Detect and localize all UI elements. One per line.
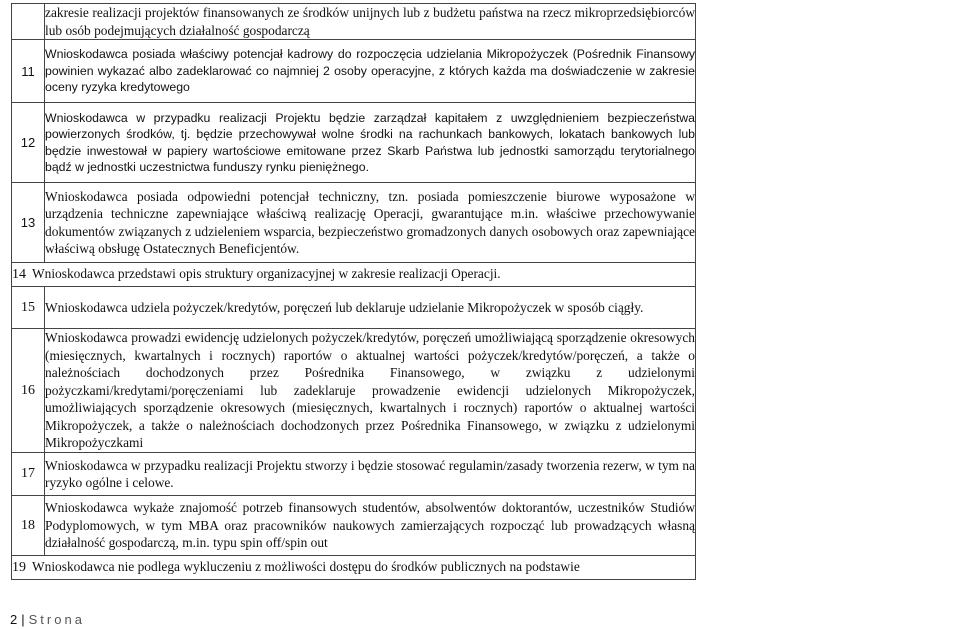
criterion-text: Wnioskodawca w przypadku realizacji Projektu stworzy i będzie stosować regulamin/zasady tworzenia rezerw, w tym na ryzyko ogólne i celowe. (45, 453, 696, 496)
criterion-text: Wnioskodawca posiada odpowiedni potencjał techniczny, tzn. posiada pomieszczenie biurowe wyposażone w urządzenia techniczne zapewniające właściwą realizację Operacji, gwarantujące m.in. właściwe przechowywanie dokumentów związanych z udzieleniem wsparcia, bezpieczeństwo gromadzonych danych osobowych oraz zapewniające właściwą obsługę Ostatecznych Beneficjentów. (45, 183, 696, 263)
table-row (12, 263, 696, 287)
page-footer (10, 612, 85, 627)
table-row (12, 183, 696, 263)
table-row (12, 40, 696, 103)
row-number: 18 (12, 496, 45, 556)
page-number: 2 (10, 612, 18, 627)
criterion-text: Wnioskodawca posiada właściwy potencjał kadrowy do rozpoczęcia udzielania Mikropożyczek (Pośrednik Finansowy powinien wykazać albo zadeklarować co najmniej 2 osoby operacyjne, z których każda ma doświadczenie w zakresie oceny ryzyka kredytowego (45, 40, 696, 103)
footer-page-word: Strona (28, 612, 85, 627)
table-row (12, 556, 696, 580)
criterion-text: Wnioskodawca nie podlega wykluczeniu z możliwości dostępu do środków publicznych na podstawie (32, 559, 580, 575)
row-number: 16 (12, 329, 45, 453)
criterion-text: Wnioskodawca w przypadku realizacji Projektu będzie zarządzał kapitałem z uwzględnieniem bezpieczeństwa powierzonych środków, tj. będzie przechowywał wolne środki na rachunkach bankowych, lokatach bankowych lub będzie inwestował w papiery wartościowe emitowane przez Skarb Państwa lub jednostki samorządu terytorialnego bądź w jednostki uczestnictwa funduszy rynku pieniężnego. (45, 103, 696, 183)
row-number: 12 (12, 103, 45, 183)
table-row (12, 287, 696, 329)
criteria-table (11, 3, 696, 580)
criterion-full-row (12, 556, 696, 580)
row-number: 17 (12, 453, 45, 496)
row-number: 14 (12, 267, 26, 283)
row-number: 15 (12, 287, 45, 329)
row-number (12, 4, 45, 40)
criterion-full-row (12, 263, 696, 287)
footer-separator: | (21, 612, 25, 627)
row-number: 19 (12, 560, 26, 576)
table-row (12, 453, 696, 496)
criterion-text: Wnioskodawca udziela pożyczek/kredytów, poręczeń lub deklaruje udzielanie Mikropożyczek w sposób ciągły. (45, 287, 696, 329)
criterion-text: Wnioskodawca prowadzi ewidencję udzielonych pożyczek/kredytów, poręczeń umożliwiającą sporządzenie okresowych (miesięcznych, kwartalnych i rocznych) raportów o aktualnej wartości pożyczek/kredytów/poręczeń, a także o należnościach dochodzonych przez Pośrednika Finansowego, w związku z udzielonymi pożyczkami/kredytami/poręczeniami lub zadeklaruje prowadzenie ewidencji udzielonych Mikropożyczek, umożliwiających sporządzenie okresowych (miesięcznych, kwartalnych i rocznych) raportów o aktualnej wartości Mikropożyczek, a także o należnościach dochodzonych przez Pośrednika Finansowego, w związku z udzielonymi Mikropożyczkami (45, 329, 696, 453)
table-row (12, 4, 696, 40)
row-number: 13 (12, 183, 45, 263)
criterion-text: zakresie realizacji projektów finansowanych ze środków unijnych lub z budżetu państwa na rzecz mikroprzedsiębiorców lub osób podejmujących działalność gospodarczą (45, 5, 695, 38)
table-row (12, 496, 696, 556)
criterion-text: Wnioskodawca wykaże znajomość potrzeb finansowych studentów, absolwentów doktorantów, uczestników Studiów Podyplomowych, w tym MBA oraz pracowników naukowych zamierzających rozpocząć lub prowadzących własną działalność gospodarczą, m.in. typu spin off/spin out (45, 496, 696, 556)
row-number: 11 (12, 40, 45, 103)
table-row (12, 329, 696, 453)
table-row (12, 103, 696, 183)
criterion-text: Wnioskodawca przedstawi opis struktury organizacyjnej w zakresie realizacji Operacji. (32, 266, 501, 282)
